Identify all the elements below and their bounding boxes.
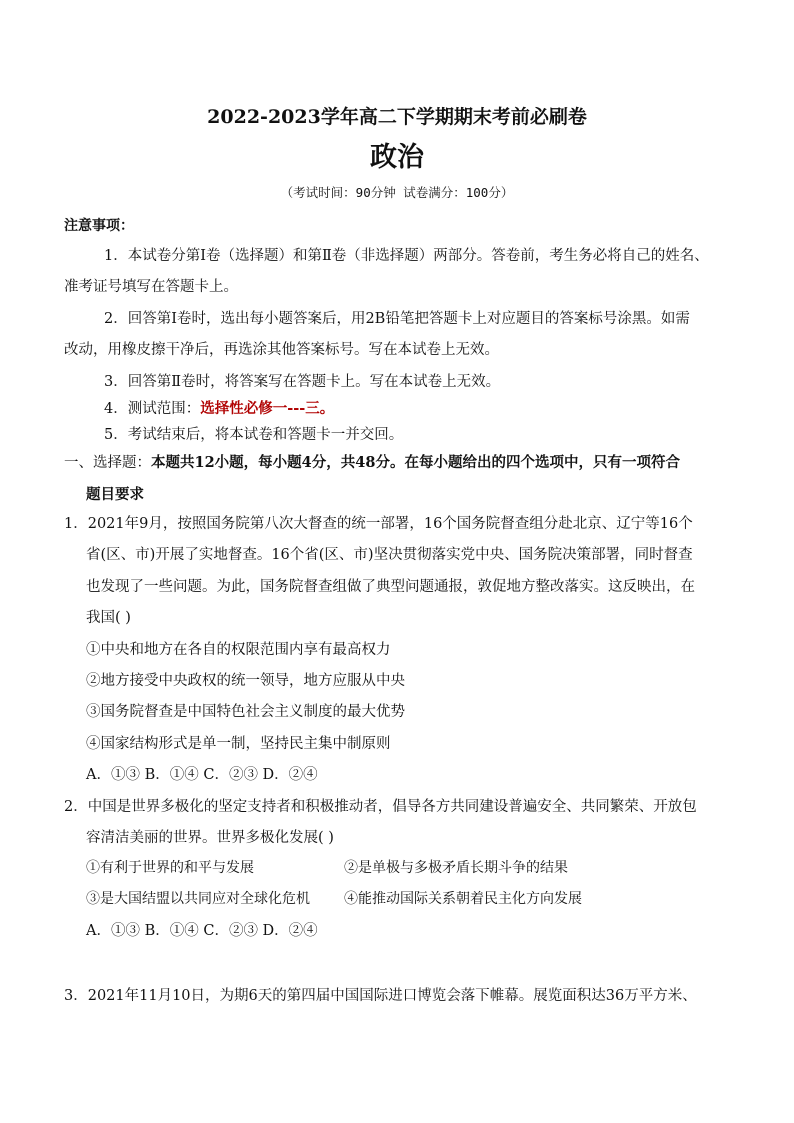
q1-statement-2: ②地方接受中央政权的统一领导，地方应服从中央	[86, 673, 405, 689]
q2-stem-a: 2．中国是世界多极化的坚定支持者和积极推动者，倡导各方共同建设普遍安全、共同繁荣、开放包	[64, 799, 697, 815]
q1-choices: A．①③ B．①④ C．②③ D．②④	[86, 767, 318, 783]
notice-item-1a: 1．本试卷分第Ⅰ卷（选择题）和第Ⅱ卷（非选择题）两部分。答卷前，考生务必将自己的姓名、	[104, 248, 709, 264]
q1-stem-b: 省(区、市)开展了实地督查。16个省(区、市)坚决贯彻落实党中央、国务院决策部署，同时督查	[86, 547, 693, 563]
q2-statement-4: ④能推动国际关系朝着民主化方向发展	[344, 891, 582, 907]
notice-item-1b: 准考证号填写在答题卡上。	[64, 279, 238, 295]
subject-title: 政治	[370, 142, 424, 173]
section1-line-b: 题目要求	[86, 486, 144, 503]
q2-statement-1: ①有利于世界的和平与发展	[86, 860, 254, 876]
q2-stem-b: 容清洁美丽的世界。世界多极化发展( )	[86, 830, 334, 846]
notice-item-4-scope: 选择性必修一---三。	[200, 400, 335, 417]
section1-instructions: 本题共12小题，每小题4分，共48分。在每小题给出的四个选项中，只有一项符合	[151, 454, 680, 471]
notice-item-4	[104, 399, 334, 419]
q2-statement-2: ②是单极与多极矛盾长期斗争的结果	[344, 860, 568, 876]
notice-item-5: 5．考试结束后，将本试卷和答题卡一并交回。	[104, 427, 404, 443]
notice-item-2b: 改动，用橡皮擦干净后，再选涂其他答案标号。写在本试卷上无效。	[64, 342, 499, 358]
paper-title: 2022-2023学年高二下学期期末考前必刷卷	[207, 106, 587, 128]
section1-prefix: 一、选择题：	[64, 455, 151, 471]
q1-statement-4: ④国家结构形式是单一制，坚持民主集中制原则	[86, 736, 391, 752]
section1-line-a	[64, 453, 680, 473]
q2-statement-3: ③是大国结盟以共同应对全球化危机	[86, 891, 310, 907]
notice-item-3: 3．回答第Ⅱ卷时，将答案写在答题卡上。写在本试卷上无效。	[104, 374, 501, 390]
q1-statement-1: ①中央和地方在各自的权限范围内享有最高权力	[86, 642, 391, 658]
q2-choices: A．①③ B．①④ C．②③ D．②④	[86, 923, 318, 939]
q3-stem-a: 3．2021年11月10日，为期6天的第四届中国国际进口博览会落下帷幕。展览面积达36万平方米、	[64, 988, 697, 1004]
q1-statement-3: ③国务院督查是中国特色社会主义制度的最大优势	[86, 704, 405, 720]
q1-stem-d: 我国( )	[86, 610, 131, 626]
q1-stem-c: 也发现了一些问题。为此，国务院督查组做了典型问题通报，敦促地方整改落实。这反映出，在	[86, 579, 695, 595]
exam-info: （考试时间：90分钟 试卷满分：100分）	[280, 185, 514, 200]
notice-heading: 注意事项：	[64, 218, 134, 234]
q1-stem-a: 1．2021年9月，按照国务院第八次大督查的统一部署，16个国务院督查组分赴北京、辽宁等16个	[64, 516, 693, 532]
notice-item-2a: 2．回答第Ⅰ卷时，选出每小题答案后，用2B铅笔把答题卡上对应题目的答案标号涂黑。如需	[104, 311, 690, 327]
notice-item-4-prefix: 4．测试范围：	[104, 401, 201, 417]
